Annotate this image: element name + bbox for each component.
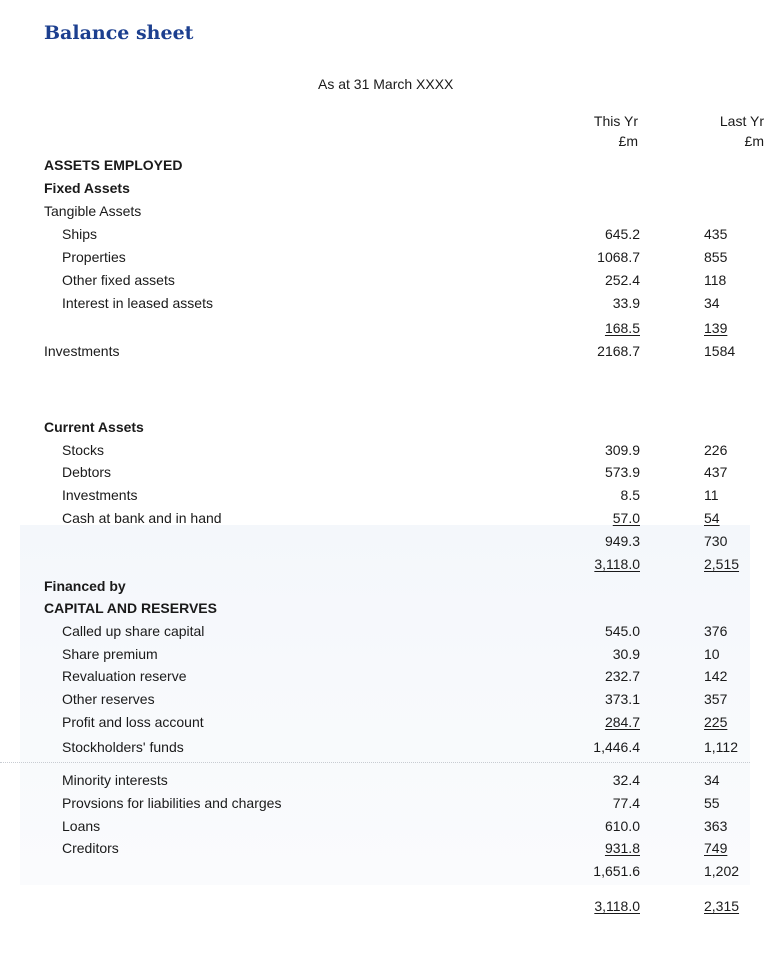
value-this-year: 373.1 xyxy=(604,691,640,707)
value-last-year: 1584 xyxy=(704,343,736,359)
value-last-year: 54 xyxy=(704,510,720,526)
value-this-year: 232.7 xyxy=(604,668,640,684)
row-label: Minority interests xyxy=(62,772,168,788)
value-last-year-cell xyxy=(640,816,726,838)
value-this-year: 573.9 xyxy=(604,464,640,480)
value-last-year: 2,315 xyxy=(704,898,740,914)
value-last-year-cell xyxy=(640,621,726,643)
row-label: Investments xyxy=(62,487,138,503)
column-header-this-year-line2: £m xyxy=(618,133,638,149)
value-this-year: 284.7 xyxy=(604,714,640,730)
value-this-year: 1,446.4 xyxy=(593,739,640,755)
value-this-year: 33.9 xyxy=(612,295,640,311)
table-row xyxy=(0,598,750,620)
value-last-year-cell xyxy=(640,896,740,918)
statement-date: As at 31 March XXXX xyxy=(318,76,454,92)
table-row xyxy=(0,712,750,734)
value-this-year: 610.0 xyxy=(604,818,640,834)
row-label: Tangible Assets xyxy=(44,203,142,219)
row-label: Financed by xyxy=(44,578,126,594)
value-last-year-cell xyxy=(640,531,726,553)
value-last-year-cell xyxy=(640,440,726,462)
value-last-year-cell xyxy=(640,247,726,269)
value-last-year-cell xyxy=(640,224,726,246)
value-last-year-cell xyxy=(640,318,726,340)
row-label: Cash at bank and in hand xyxy=(62,510,222,526)
table-row xyxy=(0,689,750,711)
row-label: Properties xyxy=(62,249,126,265)
table-row xyxy=(0,770,750,792)
value-this-year: 949.3 xyxy=(604,533,640,549)
column-header-last-year xyxy=(660,111,764,151)
table-row xyxy=(0,508,750,530)
row-label: CAPITAL AND RESERVES xyxy=(44,600,217,616)
value-last-year: 730 xyxy=(704,533,728,549)
row-label: Called up share capital xyxy=(62,623,205,639)
value-last-year: 139 xyxy=(704,320,728,336)
row-label: Current Assets xyxy=(44,419,144,435)
row-label: Fixed Assets xyxy=(44,180,130,196)
value-last-year-cell xyxy=(640,770,726,792)
value-last-year-cell xyxy=(640,508,726,530)
value-this-year: 30.9 xyxy=(612,646,640,662)
value-last-year-cell xyxy=(640,666,726,688)
value-last-year: 142 xyxy=(704,668,728,684)
value-last-year: 435 xyxy=(704,226,728,242)
dotted-rule xyxy=(0,762,750,763)
table-row xyxy=(0,485,750,507)
value-last-year-cell xyxy=(640,341,736,363)
value-last-year-cell xyxy=(640,554,740,576)
table-row xyxy=(0,861,750,883)
value-this-year: 77.4 xyxy=(612,795,640,811)
row-label: Revaluation reserve xyxy=(62,668,187,684)
table-row xyxy=(0,440,750,462)
page-title: Balance sheet xyxy=(44,22,194,44)
value-last-year-cell xyxy=(640,644,726,666)
value-last-year-cell xyxy=(640,462,726,484)
value-this-year: 8.5 xyxy=(620,487,640,503)
column-header-last-year-line1: Last Yr xyxy=(719,113,764,129)
value-last-year: 225 xyxy=(704,714,728,730)
row-label: Profit and loss account xyxy=(62,714,204,730)
table-row xyxy=(0,793,750,815)
row-label: Provsions for liabilities and charges xyxy=(62,795,282,811)
value-last-year: 363 xyxy=(704,818,728,834)
value-last-year-cell xyxy=(640,838,726,860)
row-label: Creditors xyxy=(62,840,119,856)
value-last-year-cell xyxy=(640,293,726,315)
table-row xyxy=(0,816,750,838)
table-row xyxy=(0,201,750,223)
row-label: Loans xyxy=(62,818,101,834)
value-this-year: 1,651.6 xyxy=(593,863,640,879)
column-header-this-year xyxy=(560,111,638,151)
value-this-year: 931.8 xyxy=(604,840,640,856)
table-row xyxy=(0,621,750,643)
table-row xyxy=(0,554,750,576)
value-last-year-cell xyxy=(640,712,726,734)
value-this-year: 168.5 xyxy=(604,320,640,336)
value-last-year: 34 xyxy=(704,772,720,788)
column-header-this-year-line1: This Yr xyxy=(593,113,638,129)
value-this-year: 32.4 xyxy=(612,772,640,788)
value-last-year: 34 xyxy=(704,295,720,311)
value-last-year: 1,202 xyxy=(704,863,740,879)
value-this-year: 3,118.0 xyxy=(594,898,640,914)
value-this-year: 3,118.0 xyxy=(594,556,640,572)
table-row xyxy=(0,178,750,200)
row-label: Other fixed assets xyxy=(62,272,175,288)
value-this-year: 545.0 xyxy=(604,623,640,639)
value-last-year: 2,515 xyxy=(704,556,740,572)
row-label: Interest in leased assets xyxy=(62,295,213,311)
value-last-year: 855 xyxy=(704,249,728,265)
row-label: Stockholders' funds xyxy=(62,739,184,755)
table-row xyxy=(0,417,750,439)
table-row xyxy=(0,462,750,484)
value-last-year: 11 xyxy=(704,487,719,503)
table-row xyxy=(0,341,750,363)
value-last-year-cell xyxy=(640,689,726,711)
value-last-year: 376 xyxy=(704,623,728,639)
row-label: Debtors xyxy=(62,464,112,480)
table-row xyxy=(0,270,750,292)
value-last-year-cell xyxy=(640,793,726,815)
table-row xyxy=(0,224,750,246)
table-row xyxy=(0,896,750,918)
value-last-year: 1,112 xyxy=(704,739,738,755)
row-label: Ships xyxy=(62,226,98,242)
row-label: ASSETS EMPLOYED xyxy=(44,157,183,173)
value-this-year: 309.9 xyxy=(604,442,640,458)
row-label: Other reserves xyxy=(62,691,155,707)
table-row xyxy=(0,155,750,177)
table-row xyxy=(0,576,750,598)
value-last-year: 55 xyxy=(704,795,720,811)
table-row xyxy=(0,666,750,688)
value-this-year: 57.0 xyxy=(612,510,640,526)
value-this-year: 645.2 xyxy=(604,226,640,242)
table-row xyxy=(0,531,750,553)
value-last-year-cell xyxy=(640,270,726,292)
value-last-year: 749 xyxy=(704,840,728,856)
table-row xyxy=(0,737,750,759)
value-this-year: 1068.7 xyxy=(597,249,640,265)
value-last-year: 437 xyxy=(704,464,728,480)
table-row xyxy=(0,644,750,666)
row-label: Stocks xyxy=(62,442,105,458)
value-last-year-cell xyxy=(640,861,740,883)
value-this-year: 252.4 xyxy=(604,272,640,288)
table-row xyxy=(0,838,750,860)
value-last-year-cell xyxy=(640,485,726,507)
value-last-year: 118 xyxy=(704,272,727,288)
table-row xyxy=(0,247,750,269)
value-last-year: 10 xyxy=(704,646,720,662)
column-header-last-year-line2: £m xyxy=(744,133,764,149)
table-row xyxy=(0,293,750,315)
value-last-year: 357 xyxy=(704,691,728,707)
value-last-year-cell xyxy=(640,737,738,759)
value-last-year: 226 xyxy=(704,442,728,458)
row-label: Share premium xyxy=(62,646,158,662)
row-label: Investments xyxy=(44,343,120,359)
value-this-year: 2168.7 xyxy=(597,343,640,359)
table-row xyxy=(0,318,750,340)
